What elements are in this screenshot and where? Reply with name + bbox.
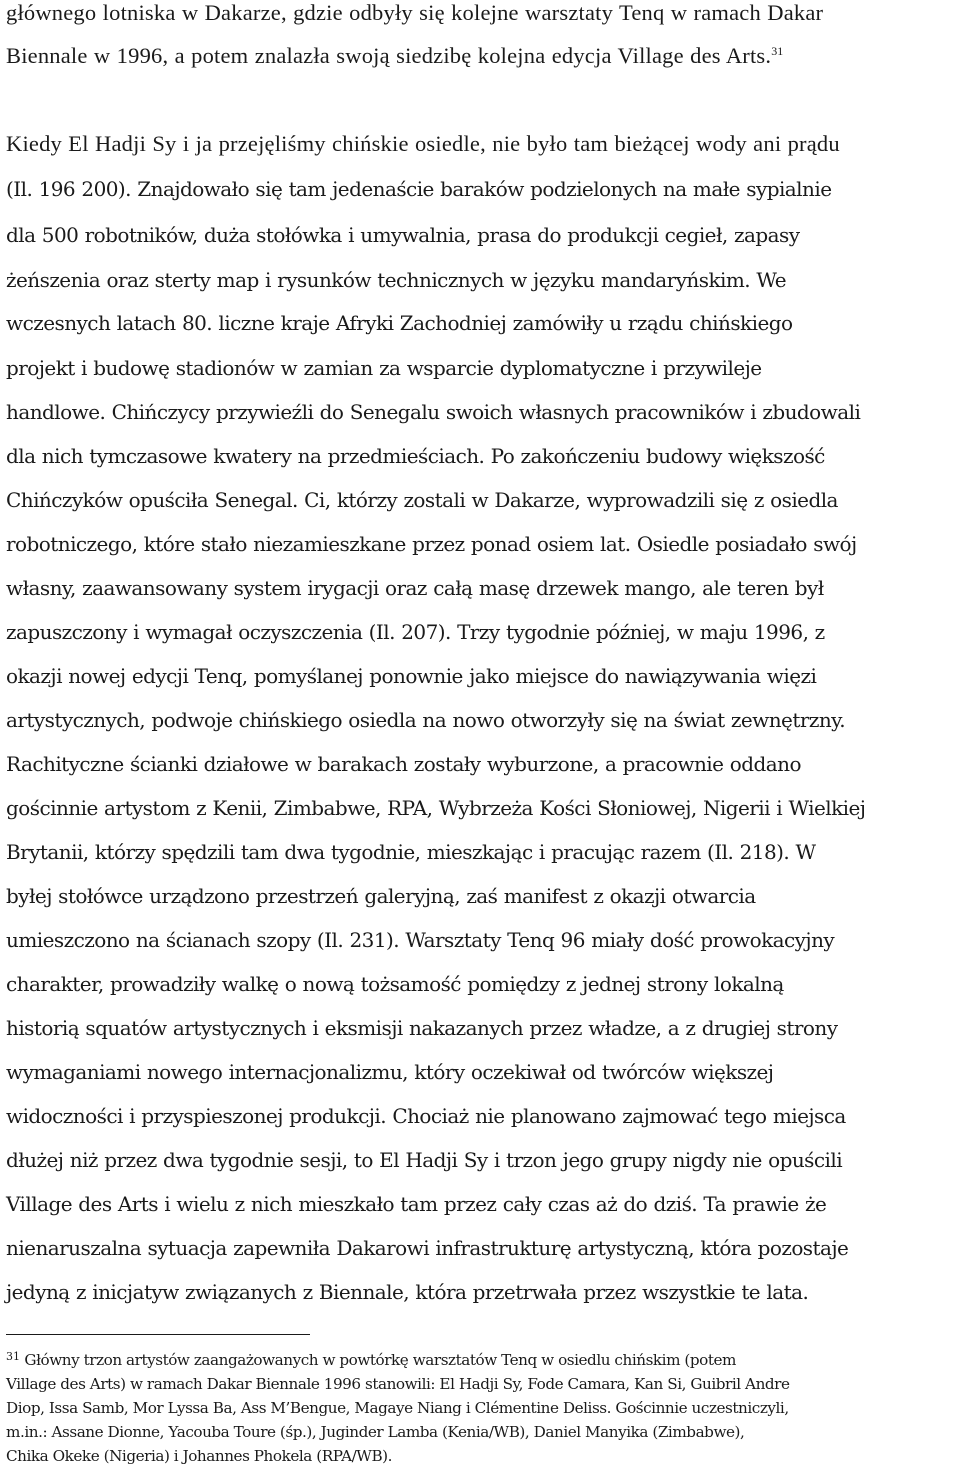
footnote-line: Village des Arts) w ramach Dakar Biennale 1996 stanowili: El Hadji Sy, Fode Camara, Kan Si, Guibril Andre <box>6 1375 790 1393</box>
body-text-line: Kiedy El Hadji Sy i ja przejęliśmy chińskie osiedle, nie było tam bieżącej wody ani prądu <box>6 131 840 156</box>
body-text-line: widoczności i przyspieszonej produkcji. Chociaż nie planowano zajmować tego miejsca <box>6 1104 846 1128</box>
body-text-line: żeńszenia oraz sterty map i rysunków technicznych w języku mandaryńskim. We <box>6 268 787 292</box>
footnote-line: Diop, Issa Samb, Mor Lyssa Ba, Ass M’Bengue, Magaye Niang i Clémentine Deliss. Gościnnie uczestniczyli, <box>6 1399 789 1417</box>
body-text-line: dla 500 robotników, duża stołówka i umywalnia, prasa do produkcji cegieł, zapasy <box>6 223 800 247</box>
footnote-line: Chika Okeke (Nigeria) i Johannes Phokela (RPA/WB). <box>6 1447 393 1465</box>
body-text-line: charakter, prowadziły walkę o nową tożsamość pomiędzy z jednej strony lokalną <box>6 972 784 996</box>
body-text-line: Village des Arts i wielu z nich mieszkało tam przez cały czas aż do dziś. Ta prawie że <box>6 1192 827 1216</box>
footnote-line: m.in.: Assane Dionne, Yacouba Toure (śp.), Juginder Lamba (Kenia/WB), Daniel Manyika (Zimbabwe), <box>6 1423 745 1441</box>
body-text-line: Biennale w 1996, a potem znalazła swoją siedzibę kolejna edycja Village des Arts. <box>6 43 772 68</box>
body-text-line: (Il. 196 200). Znajdowało się tam jedenaście baraków podzielonych na małe sypialnie <box>6 177 832 201</box>
body-text-line: wczesnych latach 80. liczne kraje Afryki Zachodniej zamówiły u rządu chińskiego <box>6 311 793 335</box>
footnote-separator <box>6 1334 310 1335</box>
footnote-line-first <box>6 1350 736 1370</box>
body-text-line: głównego lotniska w Dakarze, gdzie odbyły się kolejne warsztaty Tenq w ramach Dakar <box>6 0 824 25</box>
body-text-line: byłej stołówce urządzono przestrzeń galeryjną, zaś manifest z okazji otwarcia <box>6 884 756 908</box>
body-text-line: wymaganiami nowego internacjonalizmu, który oczekiwał od twórców większej <box>6 1060 774 1084</box>
body-text-line: gościnnie artystom z Kenii, Zimbabwe, RPA, Wybrzeża Kości Słoniowej, Nigerii i Wielkiej <box>6 796 866 820</box>
body-text-line: robotniczego, które stało niezamieszkane przez ponad osiem lat. Osiedle posiadało swój <box>6 532 857 556</box>
body-text-line-with-footnote-ref <box>6 43 783 69</box>
body-text-line: własny, zaawansowany system irygacji oraz całą masę drzewek mango, ale teren był <box>6 576 824 600</box>
body-text-line: handlowe. Chińczycy przywieźli do Senegalu swoich własnych pracowników i zbudowali <box>6 400 861 424</box>
body-text-line: dla nich tymczasowe kwatery na przedmieściach. Po zakończeniu budowy większość <box>6 444 825 468</box>
body-text-line: dłużej niż przez dwa tygodnie sesji, to El Hadji Sy i trzon jego grupy nigdy nie opuścili <box>6 1148 843 1172</box>
body-text-line: historią squatów artystycznych i eksmisji nakazanych przez władze, a z drugiej strony <box>6 1016 838 1040</box>
footnote-ref[interactable]: 31 <box>771 44 784 58</box>
body-text-line: umieszczono na ścianach szopy (Il. 231). Warsztaty Tenq 96 miały dość prowokacyjny <box>6 928 835 952</box>
body-text-line: Brytanii, którzy spędzili tam dwa tygodnie, mieszkając i pracując razem (Il. 218). W <box>6 840 816 864</box>
footnote-number: 31 <box>6 1350 20 1363</box>
body-text-line: projekt i budowę stadionów w zamian za wsparcie dyplomatyczne i przywileje <box>6 356 762 380</box>
body-text-line: okazji nowej edycji Tenq, pomyślanej ponownie jako miejsce do nawiązywania więzi <box>6 664 817 688</box>
body-text-line: nienaruszalna sytuacja zapewniła Dakarowi infrastrukturę artystyczną, która pozostaje <box>6 1236 849 1260</box>
footnote-text: Główny trzon artystów zaangażowanych w powtórkę warsztatów Tenq w osiedlu chińskim (potem <box>24 1351 736 1369</box>
body-text-line: jedyną z inicjatyw związanych z Biennale, która przetrwała przez wszystkie te lata. <box>6 1280 809 1304</box>
body-text-line: Rachityczne ścianki działowe w barakach zostały wyburzone, a pracownie oddano <box>6 752 801 776</box>
body-text-line: artystycznych, podwoje chińskiego osiedla na nowo otworzyły się na świat zewnętrzny. <box>6 708 846 732</box>
body-text-line: zapuszczony i wymagał oczyszczenia (Il. 207). Trzy tygodnie później, w maju 1996, z <box>6 620 825 644</box>
body-text-line: Chińczyków opuściła Senegal. Ci, którzy zostali w Dakarze, wyprowadzili się z osiedla <box>6 488 838 512</box>
